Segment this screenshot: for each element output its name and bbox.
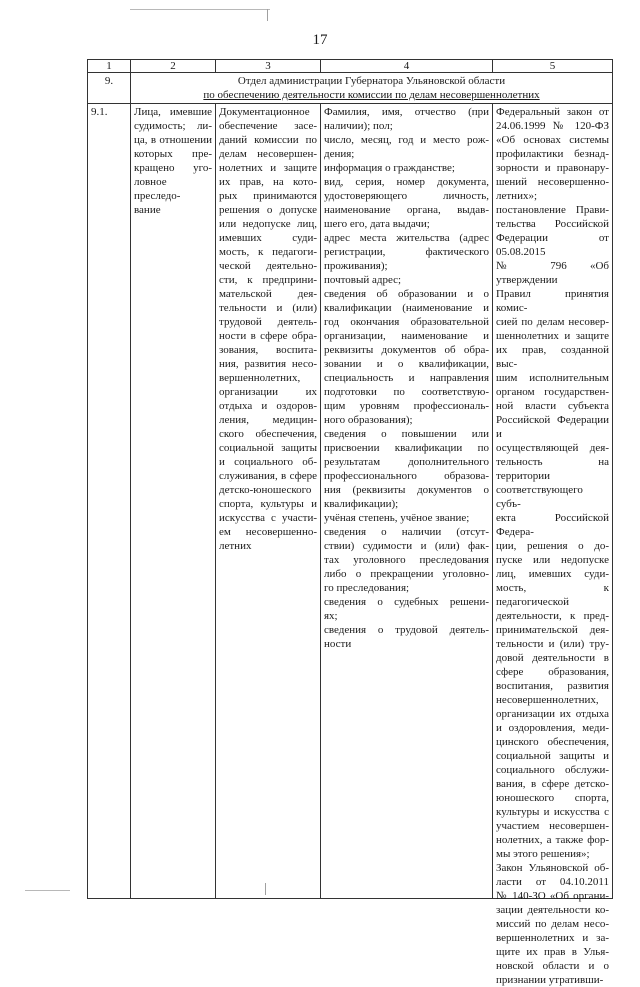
section-title	[131, 73, 613, 104]
cell-line: вид, серия, номер документа,	[324, 176, 489, 188]
cell-line: служивания, в сфере	[219, 470, 317, 482]
cell-line: тельности и (или) тру-	[496, 638, 609, 650]
cell-line: вершеннолетних,	[219, 372, 301, 384]
cell-line: почтовый адрес;	[324, 274, 402, 286]
cell-line: ласти от 04.10.2011	[496, 876, 609, 888]
cell-line: сведения о наличии (отсут-	[324, 526, 489, 538]
table-header-row	[88, 60, 613, 73]
cell-line: органом государствен-	[496, 386, 609, 398]
cell-line: шего его, дата выдачи;	[324, 218, 430, 230]
section-number: 9.	[88, 73, 131, 104]
cell-line: делам несовершен-	[219, 148, 317, 160]
cell-line: шений несовершенно-	[496, 176, 609, 188]
section-row	[88, 73, 613, 104]
cell-line: Российской Федерации и	[496, 414, 609, 440]
cell-line: 24.06.1999 № 120-ФЗ	[496, 120, 609, 132]
cell-data-list	[321, 104, 493, 899]
cell-line: организации их	[219, 386, 317, 398]
cell-line: кращено уго-	[134, 162, 212, 174]
cell-line: обеспечение засе-	[219, 120, 317, 132]
header-col-4: 4	[321, 60, 493, 73]
cell-line: социальной защиты	[219, 442, 317, 454]
cell-line: ления, медицин-	[219, 414, 317, 426]
cell-line: социального обслужи-	[496, 764, 609, 776]
page-number: 17	[312, 32, 328, 48]
cell-line: имевших суди-	[219, 232, 317, 244]
cell-purpose-text	[219, 105, 317, 897]
cell-line: № 140-ЗО «Об органи-	[496, 890, 609, 902]
cell-line: мость, к педагоги-	[219, 246, 317, 258]
scan-mark-bottom	[25, 890, 70, 891]
cell-line: вания, в сфере детско-	[496, 778, 609, 790]
cell-line: либо о прекращении уголовно-	[324, 568, 489, 580]
cell-line: тах уголовного преследования	[324, 554, 489, 566]
cell-line: принимательской дея-	[496, 624, 609, 636]
cell-line: ния (реквизиты документов о	[324, 484, 489, 496]
header-col-2: 2	[131, 60, 216, 73]
cell-line: Федерации от 05.08.2015	[496, 232, 609, 258]
cell-line: ца, в отношении	[134, 134, 212, 146]
cell-line: их прав, созданной выс-	[496, 344, 609, 370]
cell-persons	[131, 104, 216, 899]
cell-line: сведения о трудовой деятель-	[324, 624, 489, 636]
section-title-line-1: Отдел администрации Губернатора Ульяновской области	[237, 75, 506, 87]
cell-line: ем несовершенно-	[219, 526, 317, 538]
cell-line: год окончания образовательной	[324, 316, 489, 328]
cell-line: удостоверяющего личность,	[324, 190, 489, 202]
cell-line: наличии); пол;	[324, 120, 393, 132]
cell-line: тельность на территории	[496, 456, 609, 482]
cell-line: судимость; ли-	[134, 120, 212, 132]
cell-line: шеннолетних и защите	[496, 330, 609, 342]
cell-line: зации деятельности ко-	[496, 904, 609, 916]
cell-line: ности в сфере обра-	[219, 330, 317, 342]
cell-line: детско-юношеского	[219, 484, 312, 496]
cell-line: воспитания, развития	[496, 680, 609, 692]
cell-line: ловное преследо-	[134, 176, 181, 202]
cell-line: вание	[134, 204, 161, 216]
row-number: 9.1.	[88, 104, 131, 899]
cell-line: признании утративши-	[496, 974, 604, 986]
cell-line: адрес места жительства (адрес	[324, 232, 489, 244]
cell-legal-basis	[493, 104, 613, 986]
cell-line: учёная степень, учёное звание;	[324, 512, 470, 524]
cell-line: соответствующего субъ-	[496, 484, 583, 510]
cell-line: сфере образования,	[496, 666, 609, 678]
cell-line: подготовки по соответствую-	[324, 386, 489, 398]
cell-line: щите их прав в Улья-	[496, 946, 609, 958]
cell-line: мость, к педагогической	[496, 582, 609, 608]
cell-line: несовершеннолетних,	[496, 694, 599, 706]
header-col-1: 1	[88, 60, 131, 73]
cell-line: новской области и о	[496, 960, 609, 972]
cell-line: сведения об образовании и о	[324, 288, 489, 300]
cell-line: осуществляющей дея-	[496, 442, 609, 454]
cell-line: решения о допуске	[219, 204, 317, 216]
cell-line: № 796 «Об утверждении	[496, 260, 609, 286]
cell-line: организации их отдыха	[496, 708, 609, 720]
cell-line: социальной защиты и	[496, 750, 609, 762]
cell-line: миссий по делам несо-	[496, 918, 609, 930]
cell-line: зорности и правонару-	[496, 162, 609, 174]
cell-line: искусства с участи-	[219, 512, 317, 524]
cell-persons-text	[134, 105, 212, 897]
cell-line: Закон Ульяновской об-	[496, 862, 609, 874]
cell-line: которых пре-	[134, 148, 212, 160]
cell-line: сведения о судебных решени-	[324, 596, 489, 608]
header-col-3: 3	[216, 60, 321, 73]
cell-line: вершеннолетних и за-	[496, 932, 609, 944]
cell-line: ности	[324, 638, 352, 650]
cell-line: Федеральный закон от	[496, 106, 609, 118]
cell-line: Фамилия, имя, отчество (при	[324, 106, 489, 118]
cell-line: число, месяц, год и место рож-	[324, 134, 489, 146]
cell-line: отдыха и оздоров-	[219, 400, 317, 412]
cell-line: тельства Российской	[496, 218, 609, 230]
cell-line: информация о гражданстве;	[324, 162, 455, 174]
cell-line: даний комиссии по	[219, 134, 317, 146]
cell-line: нолетних и защите	[219, 162, 317, 174]
cell-line: нолетних, а также фор-	[496, 834, 609, 846]
cell-line: цинского обеспечения,	[496, 736, 609, 748]
cell-line: ях;	[324, 610, 338, 622]
cell-line: квалификации);	[324, 498, 399, 510]
cell-line: го преследования;	[324, 582, 410, 594]
document-table	[87, 59, 613, 986]
cell-line: результатам дополнительного	[324, 456, 489, 468]
cell-line: или недопуске лиц,	[219, 218, 317, 230]
cell-legal-basis-text	[496, 105, 609, 986]
table-row	[88, 104, 613, 899]
header-col-5: 5	[493, 60, 613, 73]
cell-line: культуры и искусства с	[496, 806, 609, 818]
cell-line: ного образования);	[324, 414, 413, 426]
cell-line: постановление Прави-	[496, 204, 609, 216]
cell-line: деятельности, к пред-	[496, 610, 609, 622]
cell-line: трудовой деятель-	[219, 316, 317, 328]
cell-data-list-text	[324, 105, 489, 897]
cell-line: профессионального образова-	[324, 470, 489, 482]
cell-line: реквизиты документов об обра-	[324, 344, 489, 356]
cell-line: юношеского спорта,	[496, 792, 609, 804]
cell-line: пуске или недопуске	[496, 554, 609, 566]
cell-line: екта Российской Федера-	[496, 512, 609, 538]
cell-line: мательской дея-	[219, 288, 317, 300]
cell-line: ствии) судимости и (или) фак-	[324, 540, 489, 552]
cell-line: организации, наименование и	[324, 330, 489, 342]
cell-line: летних»;	[496, 190, 538, 202]
cell-line: сией по делам несовер-	[496, 316, 609, 328]
cell-line: и оздоровления, меди-	[496, 722, 609, 734]
cell-line: спорта, культуры и	[219, 498, 317, 510]
cell-line: шим исполнительным	[496, 372, 609, 384]
section-title-line-2: по обеспечению деятельности комиссии по делам несовершеннолетних	[203, 89, 540, 101]
cell-line: специальность и направления	[324, 372, 489, 384]
cell-line: ского обеспечения,	[219, 428, 317, 440]
cell-line: присвоении квалификации по	[324, 442, 489, 454]
cell-line: ния, развития несо-	[219, 358, 317, 370]
cell-line: рых принимаются	[219, 190, 317, 202]
cell-purpose	[216, 104, 321, 899]
cell-line: профилактики безнад-	[496, 148, 609, 160]
cell-line: Документационное	[219, 106, 310, 118]
cell-line: сведения о повышении или	[324, 428, 489, 440]
cell-line: участием несовершен-	[496, 820, 609, 832]
cell-line: Лица, имевшие	[134, 106, 212, 118]
scan-mark-top	[130, 9, 270, 10]
cell-line: довой деятельности в	[496, 652, 609, 664]
cell-line: летних	[219, 540, 252, 552]
cell-line: дения;	[324, 148, 355, 160]
cell-line: наименование органа, выдав-	[324, 204, 489, 216]
cell-line: и социального об-	[219, 456, 317, 468]
cell-line: ческой деятельно-	[219, 260, 317, 272]
scan-tick-top	[267, 9, 268, 21]
cell-line: зования, воспита-	[219, 344, 317, 356]
cell-line: лиц, имевших суди-	[496, 568, 609, 580]
cell-line: мы этого решения»;	[496, 848, 590, 860]
cell-line: квалификации (наименование и	[324, 302, 489, 314]
cell-line: сти, к предприни-	[219, 274, 317, 286]
cell-line: «Об основах системы	[496, 134, 609, 146]
cell-line: проживания);	[324, 260, 388, 272]
cell-line: зовании и о квалификации,	[324, 358, 489, 370]
cell-line: щим уровням профессиональ-	[324, 400, 489, 412]
cell-line: ции, решения о до-	[496, 540, 609, 552]
cell-line: ной власти субъекта	[496, 400, 609, 412]
cell-line: тельности и (или)	[219, 302, 317, 314]
cell-line: их прав, на кото-	[219, 176, 317, 188]
cell-line: регистрации, фактического	[324, 246, 489, 258]
cell-line: Правил принятия комис-	[496, 288, 609, 314]
